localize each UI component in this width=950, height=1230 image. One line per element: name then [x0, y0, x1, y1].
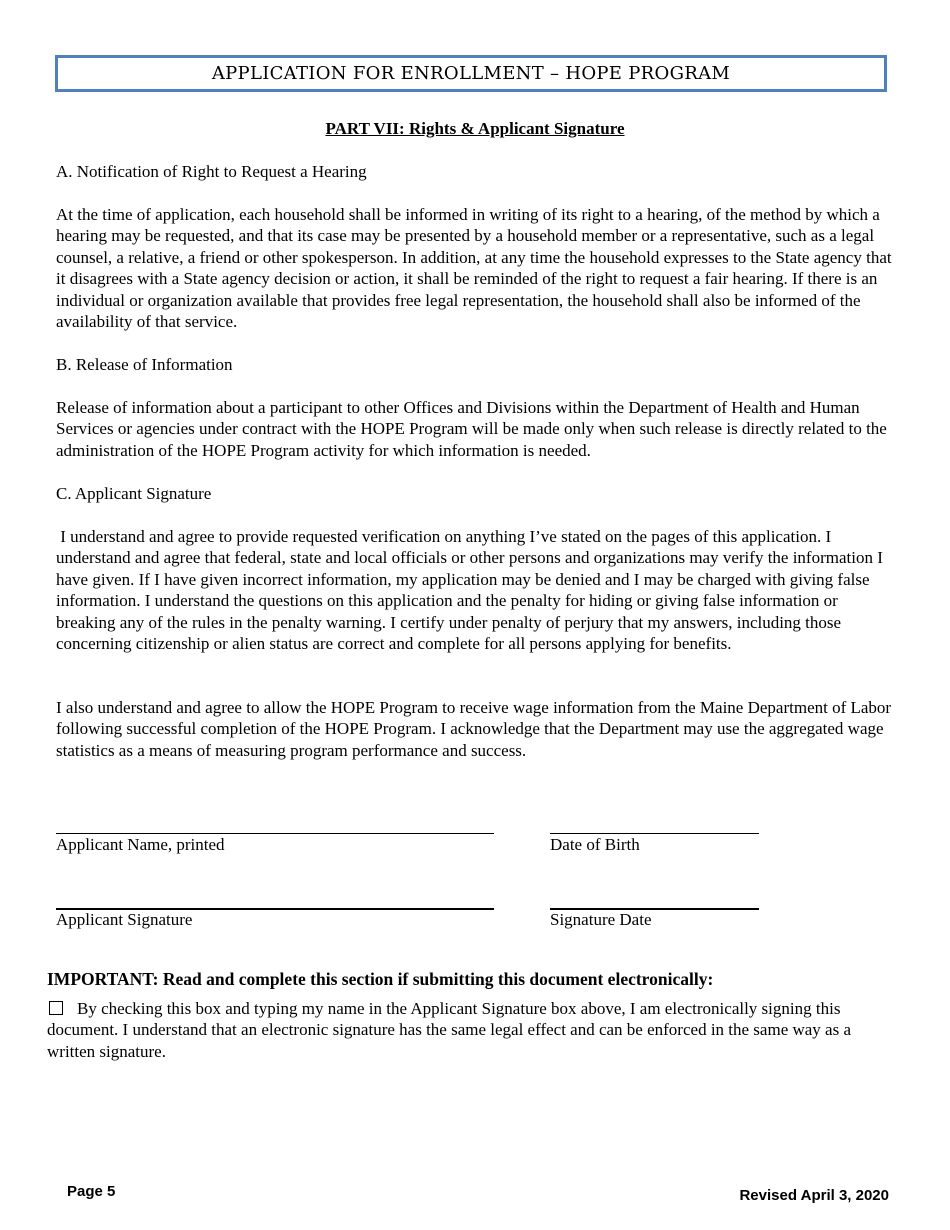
section-c-body-1: I understand and agree to provide requested verification on anything I’ve stated on the pages of this application. I understand and agree that federal, state and local officials or other persons and organizations may verify the information I have given. If I have given incorrect information, my application may be denied and I may be charged with giving false information. I understand the questions on this application and the penalty for hiding or giving false information or breaking any of the rules in the penalty warning. I certify under penalty of perjury that my answers, including those concerning citizenship or alien status are correct and complete for all persons applying for benefits. — [56, 527, 888, 654]
part-title: PART VII: Rights & Applicant Signature — [325, 119, 625, 138]
applicant-name-label: Applicant Name, printed — [56, 835, 225, 854]
section-c-body-2: I also understand and agree to allow the HOPE Program to receive wage information from the Maine Department of Labor following successful completion of the HOPE Program. I acknowledge that the Department may use the aggregated wage statistics as a means of measuring program performance and success. — [56, 698, 892, 760]
header-box — [55, 55, 887, 92]
date-of-birth-label: Date of Birth — [550, 835, 640, 854]
electronic-consent — [47, 998, 897, 1062]
section-a-heading: A. Notification of Right to Request a Hearing — [56, 162, 367, 181]
section-a-body: At the time of application, each household shall be informed in writing of its right to a hearing, of the method by which a hearing may be requested, and that its case may be presented by a household member or a representative, such as a legal counsel, a relative, a friend or other spokesperson. In addition, at any time the household expresses to the State agency that it disagrees with a State agency decision or action, it shall be reminded of the right to request a fair hearing. If there is an individual or organization available that provides free legal representation, the household shall also be informed of the availability of that service. — [56, 205, 892, 332]
electronic-consent-text: By checking this box and typing my name in the Applicant Signature box above, I am electronically signing this document. I understand that an electronic signature has the same legal effect and can be enforced in the same way as a written signature. — [47, 999, 852, 1061]
electronic-signature-checkbox[interactable] — [49, 1001, 63, 1015]
section-b-heading: B. Release of Information — [56, 355, 233, 374]
document-title: APPLICATION FOR ENROLLMENT – HOPE PROGRAM — [211, 63, 731, 84]
revised-date: Revised April 3, 2020 — [739, 1187, 889, 1204]
section-b-body: Release of information about a participant to other Offices and Divisions within the Department of Health and Human Services or agencies under contract with the HOPE Program will be made only when such release is directly related to the administration of the HOPE Program activity for which information is needed. — [56, 398, 887, 460]
section-c-heading: C. Applicant Signature — [56, 484, 212, 503]
signature-date-label: Signature Date — [550, 910, 652, 929]
electronic-section-title: IMPORTANT: Read and complete this section if submitting this document electronically: — [47, 969, 714, 989]
page-number: Page 5 — [67, 1183, 116, 1200]
applicant-signature-label: Applicant Signature — [56, 910, 193, 929]
